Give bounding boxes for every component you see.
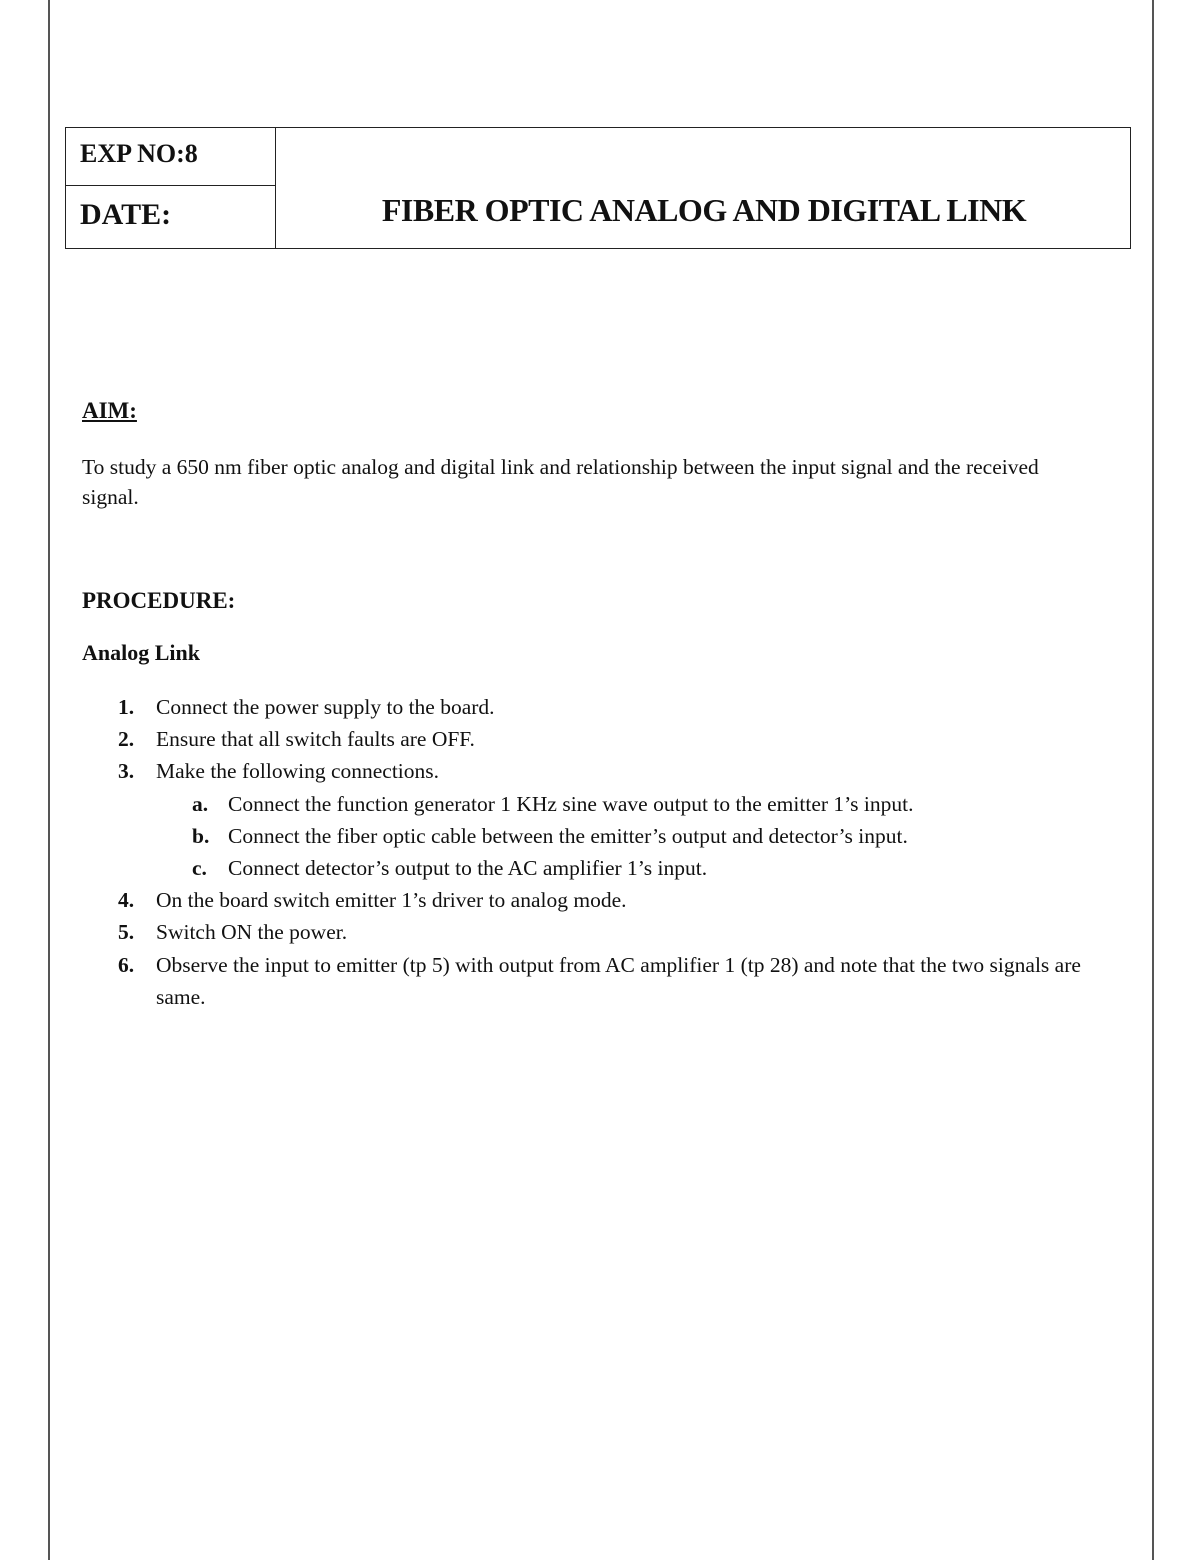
substep-letter: c. — [192, 856, 207, 881]
procedure-substep — [82, 788, 1122, 820]
exp-number: EXP NO:8 — [66, 128, 275, 186]
procedure-substep — [82, 852, 1122, 884]
procedure-step — [82, 691, 1122, 723]
step-text: Connect the power supply to the board. — [156, 695, 495, 719]
experiment-title: FIBER OPTIC ANALOG AND DIGITAL LINK — [381, 192, 1027, 228]
procedure-step — [82, 949, 1122, 1013]
procedure-substep — [82, 820, 1122, 852]
procedure-step — [82, 723, 1122, 755]
substep-letter: a. — [192, 791, 209, 816]
experiment-header-table — [65, 127, 1131, 249]
step-number: 3. — [118, 759, 135, 784]
substep-letter: b. — [192, 823, 210, 848]
step-number: 2. — [118, 727, 135, 752]
step-number: 4. — [118, 888, 135, 913]
procedure-steps-list — [82, 691, 1122, 1013]
substep-text: Connect the function generator 1 KHz sine wave output to the emitter 1’s input. — [228, 791, 914, 816]
step-number: 1. — [118, 695, 135, 719]
step-text: Ensure that all switch faults are OFF. — [156, 727, 475, 752]
substep-text: Connect the fiber optic cable between the emitter’s output and detector’s input. — [228, 823, 908, 848]
aim-text: To study a 650 nm fiber optic analog and digital link and relationship between the input signal and the received signal. — [82, 455, 1039, 509]
date-label: DATE: — [80, 198, 172, 231]
procedure-heading: PROCEDURE: — [82, 588, 236, 613]
step-number: 5. — [118, 920, 135, 945]
procedure-step — [82, 916, 1122, 948]
step-text: On the board switch emitter 1’s driver to analog mode. — [156, 888, 627, 913]
procedure-step — [82, 755, 1122, 787]
aim-heading: AIM: — [82, 398, 137, 423]
step-number: 6. — [118, 952, 135, 977]
step-text: Observe the input to emitter (tp 5) with output from AC amplifier 1 (tp 28) and note that the two signals are same. — [156, 952, 1081, 1009]
procedure-step — [82, 884, 1122, 916]
analog-link-heading: Analog Link — [82, 640, 200, 665]
header-left-column — [66, 128, 276, 248]
step-text: Switch ON the power. — [156, 920, 348, 945]
step-text: Make the following connections. — [156, 759, 440, 784]
substep-text: Connect detector’s output to the AC amplifier 1’s input. — [228, 856, 708, 881]
